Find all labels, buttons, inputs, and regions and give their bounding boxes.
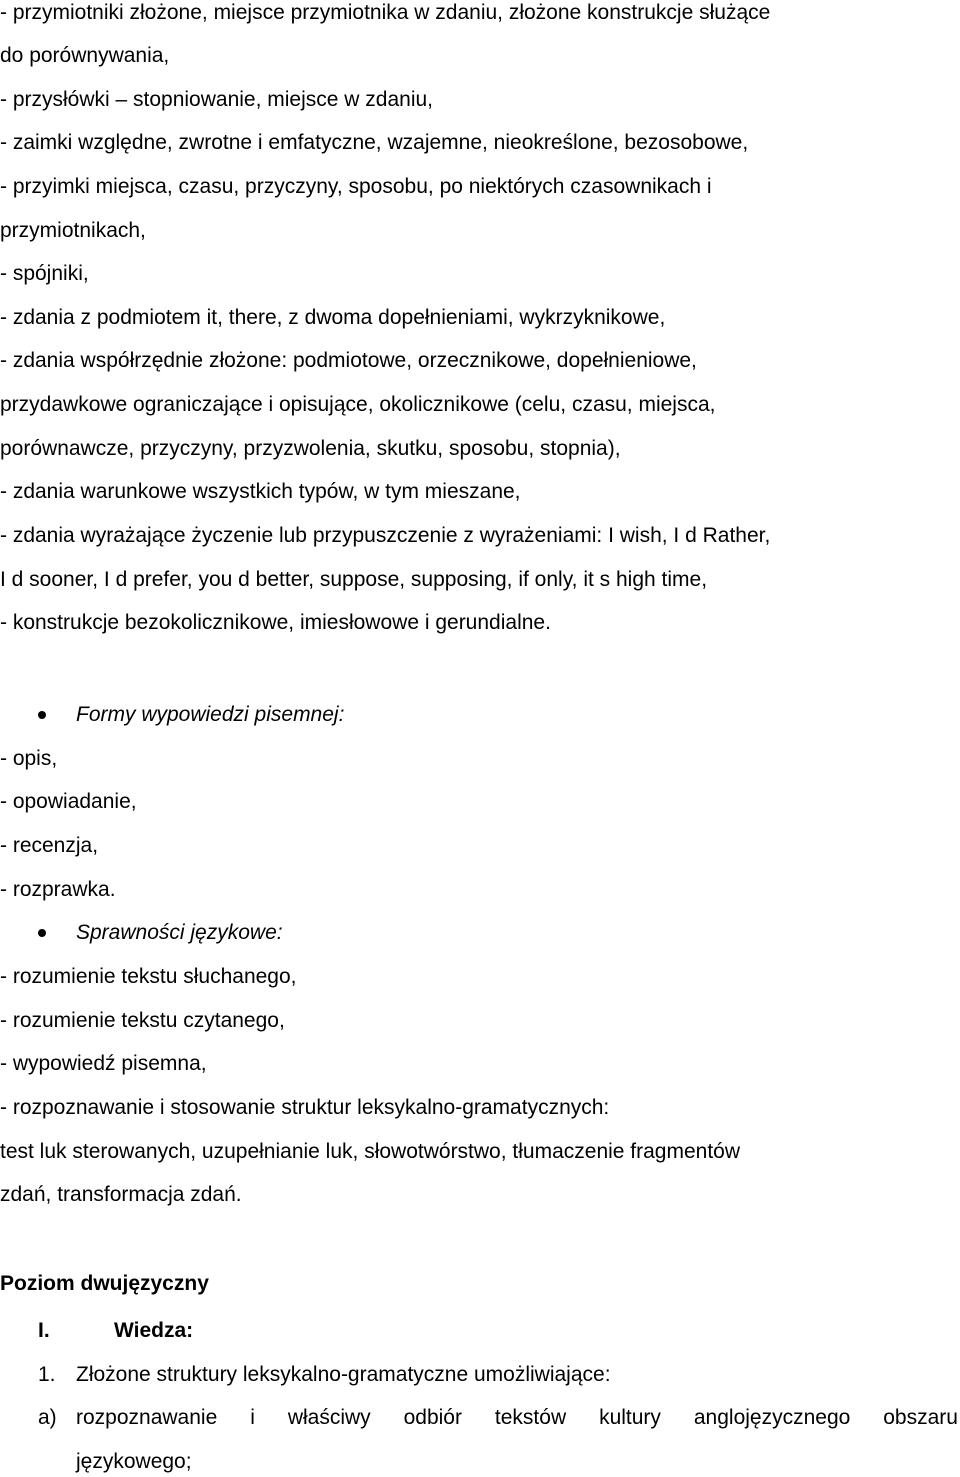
item-text: Złożone struktury leksykalno-gramatyczne umożliwiające: [76,1363,611,1386]
grammar-line: do porównywania, [0,44,170,67]
grammar-line: przymiotnikach, [0,219,146,242]
grammar-line: I d sooner, I d prefer, you d better, suppose, supposing, if only, it s high time, [0,568,708,591]
skill-item: - rozumienie tekstu słuchanego, [0,965,297,988]
subitem-word: rozpoznawanie [76,1406,218,1429]
grammar-line: - zdania wyrażające życzenie lub przypuszczenie z wyrażeniami: I wish, I d Rather, [0,524,771,547]
subitem-continuation: językowego; [76,1450,192,1473]
grammar-line: - zdania warunkowe wszystkich typów, w tym mieszane, [0,480,521,503]
skill-item: test luk sterowanych, uzupełnianie luk, słowotwórstwo, tłumaczenie fragmentów [0,1140,741,1163]
form-item: - rozprawka. [0,878,116,901]
subitem-word: właściwy [287,1406,371,1429]
subitem-word: anglojęzycznego [693,1406,851,1429]
subitem-word: odbiór [403,1406,462,1429]
bullet-icon [38,711,46,719]
grammar-line: - zdania współrzędnie złożone: podmiotowe, orzecznikowe, dopełnieniowe, [0,349,697,372]
grammar-line: - przysłówki – stopniowanie, miejsce w zdaniu, [0,88,434,111]
skill-item: - rozpoznawanie i stosowanie struktur leksykalno-gramatycznych: [0,1096,610,1119]
grammar-line: - przymiotniki złożone, miejsce przymiotnika w zdaniu, złożone konstrukcje służące [0,1,771,24]
form-item: - opis, [0,747,58,770]
grammar-line: - spójniki, [0,262,89,285]
level-heading: Poziom dwujęzyczny [0,1272,209,1295]
subitem-letter: a) [38,1406,57,1429]
forms-heading: Formy wypowiedzi pisemnej: [76,703,345,726]
subitem-word: tekstów [494,1406,567,1429]
subitem-word: kultury [599,1406,661,1429]
subitem-text [76,1405,958,1431]
grammar-line: - konstrukcje bezokolicznikowe, imiesłowowe i gerundialne. [0,611,551,634]
grammar-line: porównawcze, przyczyny, przyzwolenia, skutku, sposobu, stopnia), [0,437,621,460]
bullet-icon [38,929,46,937]
form-item: - opowiadanie, [0,790,137,813]
subitem-word: obszaru [883,1406,958,1429]
grammar-line: - zdania z podmiotem it, there, z dwoma dopełnieniami, wykrzyknikowe, [0,306,666,329]
grammar-line: - zaimki względne, zwrotne i emfatyczne, wzajemne, nieokreślone, bezosobowe, [0,131,749,154]
skills-heading: Sprawności językowe: [76,921,283,944]
section-title: Wiedza: [114,1319,194,1342]
item-number: 1. [38,1363,56,1386]
form-item: - recenzja, [0,834,99,857]
section-number: I. [38,1319,50,1342]
grammar-line: - przyimki miejsca, czasu, przyczyny, sposobu, po niektórych czasownikach i [0,175,712,198]
skill-item: zdań, transformacja zdań. [0,1183,242,1206]
skill-item: - wypowiedź pisemna, [0,1052,207,1075]
subitem-word: i [250,1406,255,1429]
skill-item: - rozumienie tekstu czytanego, [0,1009,285,1032]
grammar-line: przydawkowe ograniczające i opisujące, okolicznikowe (celu, czasu, miejsca, [0,393,716,416]
